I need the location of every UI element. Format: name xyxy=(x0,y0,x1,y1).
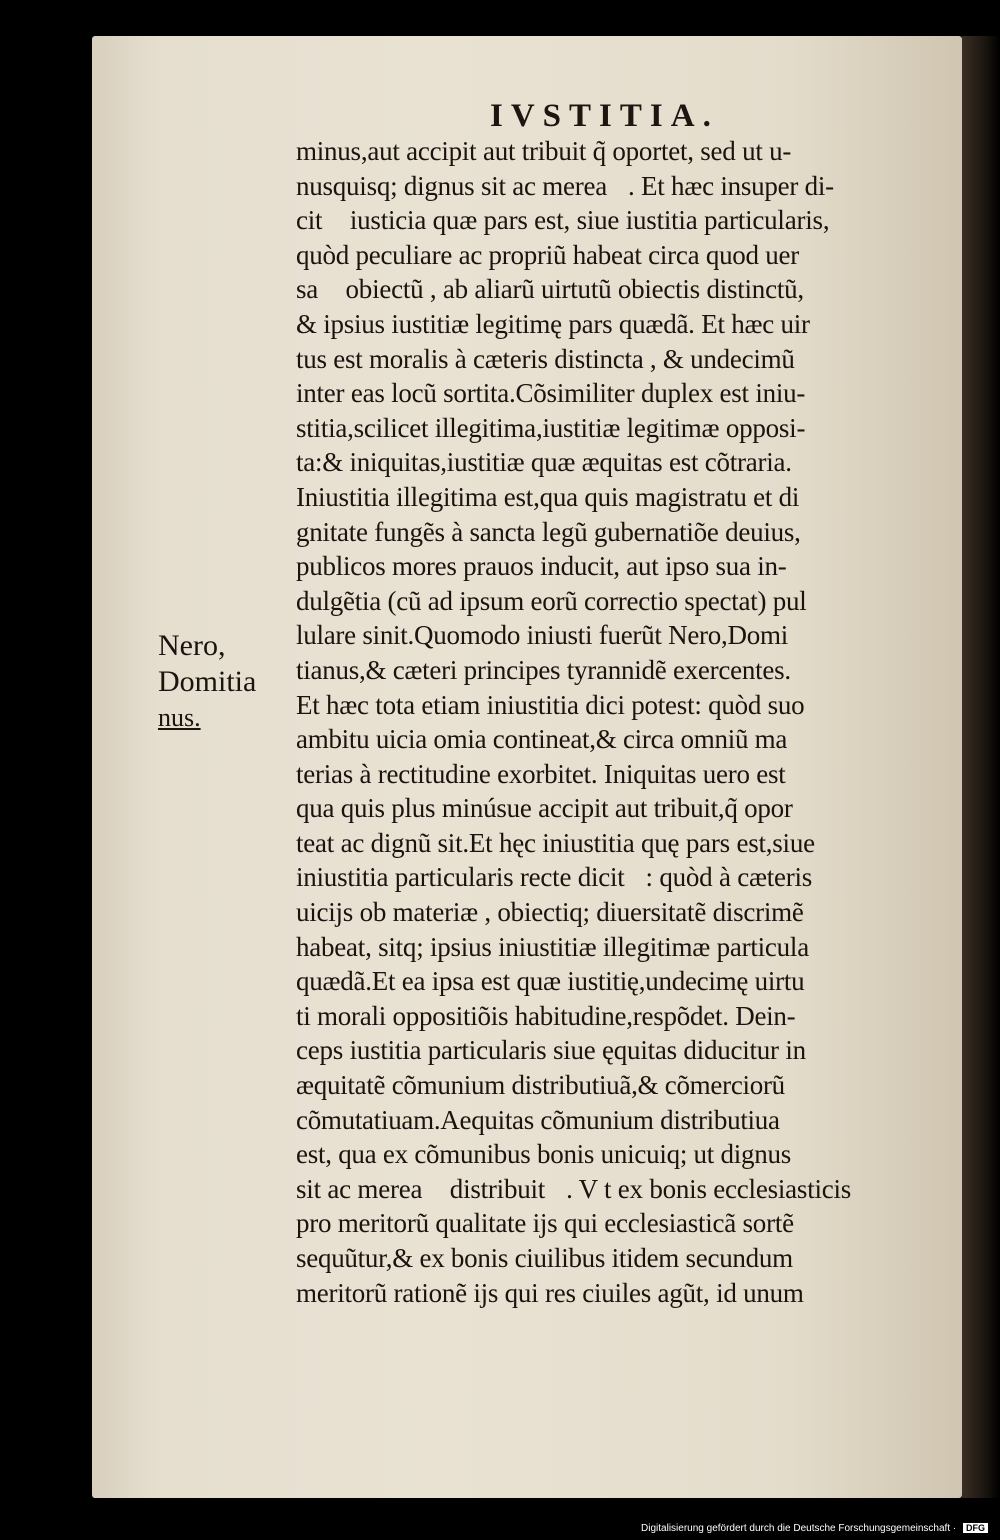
text-line: & ipsius iustitiæ legitimę pars quædã. Et hæc uir xyxy=(296,308,810,339)
text-line: qua quis plus minúsue accipit aut tribuit,q̃ opor xyxy=(296,793,793,824)
dfg-logo: DFG xyxy=(963,1523,988,1533)
text-line: ti morali oppositiõis habitudine,respõdet. Dein- xyxy=(296,1000,796,1031)
credit-text: Digitalisierung gefördert durch die Deutsche Forschungsgemeinschaft xyxy=(641,1523,951,1534)
text-line: quòd peculiare ac propriũ habeat circa quod uer xyxy=(296,239,800,270)
text-line: teat ac dignũ sit.Et hęc iniustitia quę pars est,siue xyxy=(296,827,815,858)
text-line: lulare sinit.Quomodo iniusti fuerũt Nero,Domi xyxy=(296,620,788,651)
text-line: nusquisq; dignus sit ac mereaᷤ. Et hæc insuper di- xyxy=(296,170,834,201)
text-line: meritorũ rationẽ ijs qui res ciuiles agũt, id unum xyxy=(296,1277,804,1308)
text-line: saᷤ obiectũ , ab aliarũ uirtutũ obiectis distinctũ, xyxy=(296,274,804,305)
text-line: stitia,scilicet illegitima,iustitiæ legitimæ opposi- xyxy=(296,412,806,443)
text-line: ambitu uicia omia contineat,& circa omniũ ma xyxy=(296,724,788,755)
text-line: Et hæc tota etiam iniustitia dici potest: quòd suo xyxy=(296,689,805,720)
text-line: æquitatẽ cõmunium distributiuã,& cõmerciorũ xyxy=(296,1070,785,1101)
text-line: tus est moralis à cæteris distincta , & undecimũ xyxy=(296,343,795,374)
margin-note-line: Domitia xyxy=(158,665,257,698)
text-line: dulgẽtia (cũ ad ipsum eorũ correctio spectat) pul xyxy=(296,585,807,616)
text-line: inter eas locũ sortita.Cõsimiliter duplex est iniu- xyxy=(296,378,806,409)
text-line: citᷤ iusticia quæ pars est, siue iustitia particularis, xyxy=(296,205,830,236)
text-line: Iniustitia illegitima est,qua quis magistratu et di xyxy=(296,481,800,512)
text-line: sit ac mereaᷤ distribuitᷤ. V t ex bonis ecclesiasticis xyxy=(296,1173,852,1204)
margin-note-line: nus. xyxy=(158,703,201,732)
text-line: ceps iustitia particularis siue ęquitas diducitur in xyxy=(296,1035,806,1066)
text-line: tianus,& cæteri principes tyrannidẽ exercentes. xyxy=(296,654,791,685)
text-line: publicos mores prauos inducit, aut ipso sua in- xyxy=(296,551,787,582)
text-line: gnitate fungẽs à sancta legũ gubernatiõe deuius, xyxy=(296,516,801,547)
text-line: pro meritorũ qualitate ijs qui ecclesiasticã sortẽ xyxy=(296,1208,794,1239)
text-line: habeat, sitq; ipsius iniustitiæ illegitimæ particula xyxy=(296,931,809,962)
text-line: quædã.Et ea ipsa est quæ iustitię,undecimę uirtu xyxy=(296,966,805,997)
text-line: ta:& iniquitas,iustitiæ quæ æquitas est cõtraria. xyxy=(296,447,792,478)
text-line: minus,aut accipit aut tribuit q̃ oportet, sed ut u- xyxy=(296,136,792,166)
text-line: iniustitia particularis recte dicitᷤ: quòd à cæteris xyxy=(296,862,813,893)
digitization-credit: Digitalisierung gefördert durch die Deutsche Forschungsgemeinschaft · DFG xyxy=(641,1523,988,1534)
body-text xyxy=(296,134,968,1310)
text-line: terias à rectitudine exorbitet. Iniquitas uero est xyxy=(296,758,786,789)
margin-note xyxy=(158,628,256,736)
text-line: uicijs ob materiæ , obiectiq; diuersitatẽ discrimẽ xyxy=(296,897,804,928)
text-line: cõmutatiuam.Aequitas cõmunium distributiua xyxy=(296,1104,780,1135)
text-line: sequũtur,& ex bonis ciuilibus itidem secundum xyxy=(296,1243,793,1273)
text-line: est, qua ex cõmunibus bonis unicuiq; ut dignus xyxy=(296,1139,791,1170)
margin-note-line: Nero, xyxy=(158,629,226,662)
running-head: IVSTITIA. xyxy=(490,98,719,134)
